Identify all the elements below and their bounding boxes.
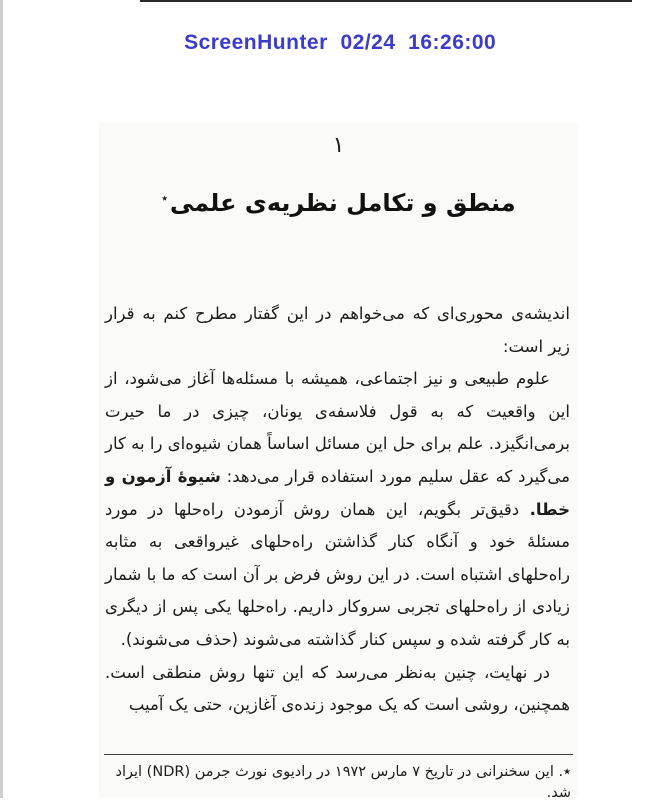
paragraph-2-rest: دقیق‌تر بگویم، این همان روش آزمودن راه‌حلها در مورد مسئلۀ خود و آنگاه کنار گذاشتن راه‌حلهای غیرواقعی به مثابه راه‌حلهای اشتباه است. در این روش فرض بر آن است که ما با شمار زیادی از راه‌حلهای تجربی سروکار داریم. راه‌حلها یکی پس از دیگری به کار گرفته شده و سپس کنار گذاشته می‌شوند (حذف می‌شوند). (105, 499, 570, 649)
footnote (104, 754, 573, 804)
paragraph-3: در نهایت، چنین به‌نظر می‌رسد که این تنها روش منطقی است. همچنین، روشی است که یک موجود زنده‌ی آغازین، حتی یک آمیب (105, 662, 570, 715)
book-page (99, 122, 578, 801)
title-footnote-asterisk-icon: ٭ (161, 191, 168, 205)
footnote-text: ٭. این سخنرانی در تاریخ ۷ مارس ۱۹۷۲ در رادیوی نورث جرمن (NDR) ایراد شد. (115, 764, 571, 801)
paragraph-2-lead: علوم طبیعی و نیز اجتماعی، همیشه با مسئله‌ها آغاز می‌شود، از این واقعیت که به قول فلاسفه‌ی یونان، چیزی در ما حیرت برمی‌انگیزد. علم برای حل این مسائل اساساً همان شیوه‌ای را به کار می‌گیرد که عقل سلیم مورد استفاده قرار می‌دهد: (105, 369, 570, 486)
capture-title: ScreenHunter 02/24 16:26:00 (184, 31, 497, 54)
left-edge-strip (0, 0, 3, 798)
window-top-edge (140, 0, 632, 2)
paragraph-1: اندیشه‌ی محوری‌ای که می‌خواهم در این گفتار مطرح کنم به قرار زیر است: (105, 304, 570, 356)
paragraph-2 (105, 363, 570, 656)
chapter-number: ١ (332, 133, 345, 158)
trial-and-error-bold-phrase: شیوۀ آزمون و خطا. (105, 466, 570, 519)
chapter-title-text: منطق و تکامل نظریه‌ی علمی (169, 189, 516, 217)
capture-header (0, 7, 655, 79)
body-text (105, 298, 570, 722)
chapter-title (99, 183, 578, 218)
footnote-separator (104, 754, 573, 755)
